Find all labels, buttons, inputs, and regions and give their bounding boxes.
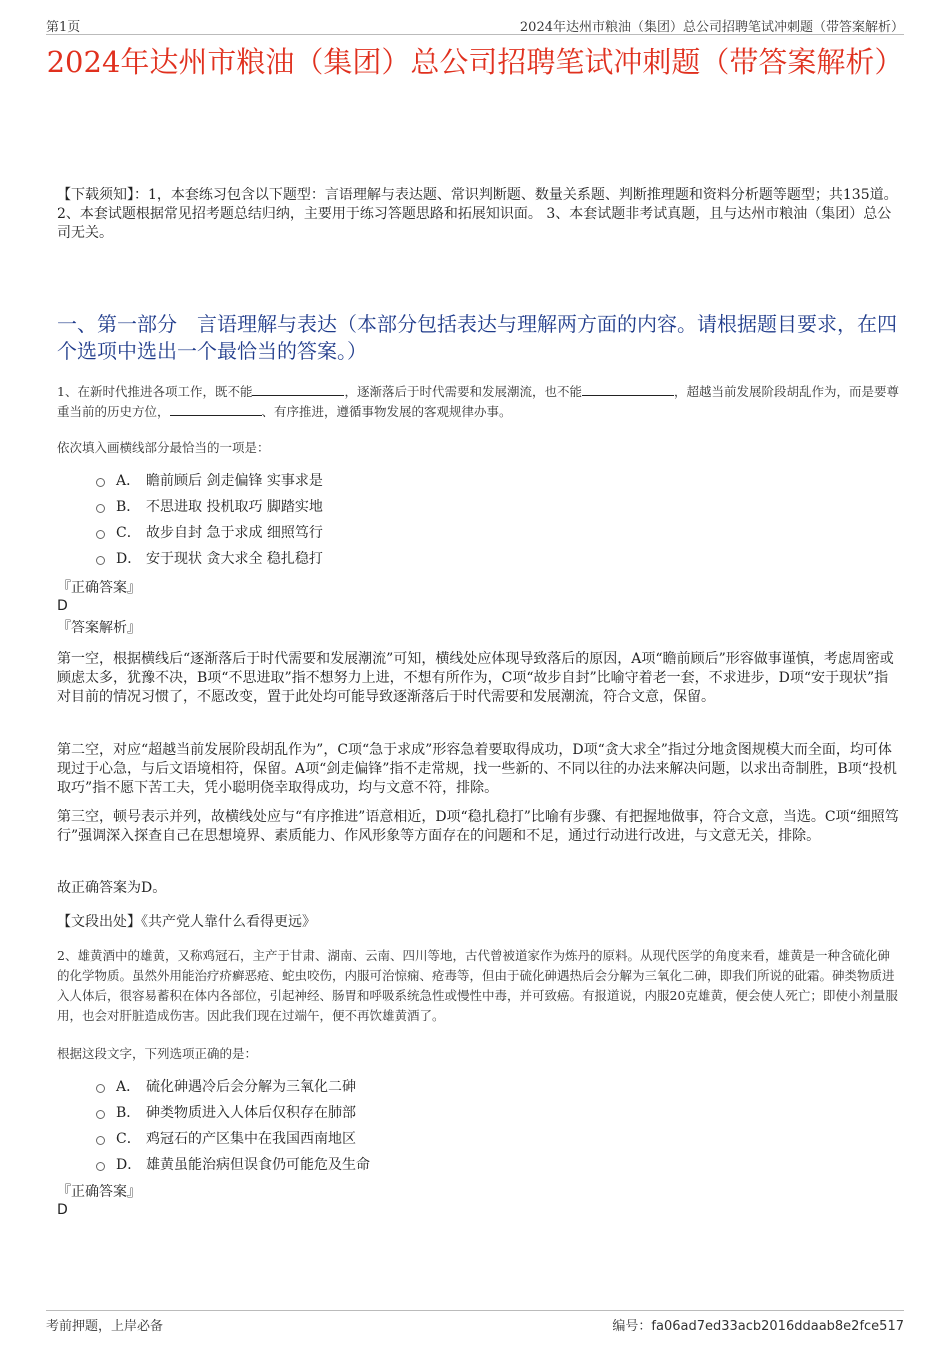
question-1-part-b: ，逐渐落后于时代需要和发展潮流，也不能 [344,384,582,399]
page-header [46,14,904,35]
option-d[interactable] [96,1151,370,1177]
footer-slogan: 考前押题，上岸必备 [46,1319,164,1334]
question-1-text [57,382,899,422]
answer-value: D [57,598,68,614]
option-text: 砷类物质进入人体后仅积存在肺部 [146,1105,356,1121]
option-d[interactable] [96,545,323,571]
radio-button[interactable] [96,1136,105,1145]
question-1-part-a: 1、在新时代推进各项工作，既不能 [57,384,253,399]
option-b[interactable] [96,493,323,519]
radio-button[interactable] [96,1084,105,1093]
option-text: 不思进取 投机取巧 脚踏实地 [146,499,323,515]
option-letter: C． [116,525,141,541]
option-letter: B． [116,1105,141,1121]
question-2-options [96,1073,370,1177]
fill-blank-1 [252,384,344,396]
option-b[interactable] [96,1099,370,1125]
option-text: 安于现状 贪大求全 稳扎稳打 [146,551,323,567]
answer-label: 『正确答案』 [57,1184,141,1200]
option-a[interactable] [96,1073,370,1099]
fill-blank-2 [582,384,674,396]
option-letter: D． [116,1157,142,1173]
radio-button[interactable] [96,1110,105,1119]
fill-blank-3 [170,404,262,416]
question-1-prompt: 依次填入画横线部分最恰当的一项是： [57,440,270,455]
analysis-conclusion: 故正确答案为D。 [57,880,167,896]
question-1-part-d: 、有序推进，遵循事物发展的客观规律办事。 [261,404,512,419]
header-doc-title: 2024年达州市粮油（集团）总公司招聘笔试冲刺题（带答案解析） [519,20,904,35]
option-c[interactable] [96,519,323,545]
code-value: fa06ad7ed33acb2016ddaab8e2fce517 [651,1319,904,1334]
question-2-text: 2、雄黄酒中的雄黄，又称鸡冠石，主产于甘肃、湖南、云南、四川等地，古代曾被道家作为炼丹的原料。从现代医学的角度来看，雄黄是一种含硫化砷的化学物质。虽然外用能治疗疥癣恶疮、蛇虫咬伤，内服可治惊痫、疮毒等，但由于硫化砷遇热后会分解为三氧化二砷，即我们所说的砒霜。砷类物质进入人体后，很容易蓄积在体内各部位，引起神经、肠胃和呼吸系统急性或慢性中毒，并可致癌。有报道说，内服20克雄黄，便会使人死亡；即使小剂量服用，也会对肝脏造成伤害。因此我们现在过端午，便不再饮雄黄酒了。 [57,948,898,1023]
radio-button[interactable] [96,1162,105,1171]
download-notice: 【下载须知】：1，本套练习包含以下题型：言语理解与表达题、常识判断题、数量关系题、判断推理题和资料分析题等题型；共135道。 2、本套试题根据常见招考题总结归纳，主要用于练习答题思路和拓展知识面。 3、本套试题非考试真题，且与达州市粮油（集团）总公司无关。 [57,187,898,241]
page-footer [46,1310,904,1333]
radio-button[interactable] [96,504,105,513]
code-label: 编号： [612,1319,652,1334]
option-letter: B． [116,499,141,515]
analysis-paragraph-3: 第三空，顿号表示并列，故横线处应与“有序推进”语意相近，D项“稳扎稳打”比喻有步骤、有把握地做事，符合文意，当选。C项“细照笃行”强调深入探查自己在思想境界、素质能力、作风形象等方面存在的问题和不足，通过行动进行改进，与文意无关，排除。 [57,809,899,844]
option-text: 瞻前顾后 剑走偏锋 实事求是 [146,473,323,489]
option-text: 鸡冠石的产区集中在我国西南地区 [146,1131,356,1147]
option-letter: A． [116,1079,141,1095]
section-heading: 一、第一部分 言语理解与表达（本部分包括表达与理解两方面的内容。请根据题目要求，在四个选项中选出一个最恰当的答案。） [57,312,897,363]
radio-button[interactable] [96,556,105,565]
option-a[interactable] [96,467,323,493]
option-c[interactable] [96,1125,370,1151]
text-source: 【文段出处】《共产党人靠什么看得更远》 [57,914,316,930]
option-letter: C． [116,1131,141,1147]
analysis-paragraph-2: 第二空，对应“超越当前发展阶段胡乱作为”，C项“急于求成”形容急着要取得成功，D项“贪大求全”指过分地贪图规模大而全面，均可体现过于心急，与后文语境相符，保留。A项“剑走偏锋”指不走常规，找一些新的、不同以往的办法来解决问题，以求出奇制胜，B项“投机取巧”指不愿下苦工夫，凭小聪明侥幸取得成功，均与文意不符，排除。 [57,742,897,796]
question-1-options [96,467,323,571]
option-text: 故步自封 急于求成 细照笃行 [146,525,323,541]
question-1-part-c: ，超越当前发展阶段胡乱作为，而是要尊重当前的历史方位， [57,384,899,419]
analysis-paragraph-1: 第一空，根据横线后“逐渐落后于时代需要和发展潮流”可知，横线处应体现导致落后的原因，A项“瞻前顾后”形容做事谨慎，考虑周密或顾虑太多，犹豫不决，B项“不思进取”指不想努力上进，不想有所作为，C项“故步自封”比喻守着老一套，不求进步，D项“安于现状”指对目前的情况习惯了，不愿改变，置于此处均可能导致逐渐落后于时代需要和发展潮流，符合文意，保留。 [57,651,894,705]
answer-label: 『正确答案』 [57,580,141,596]
question-2-prompt: 根据这段文字，下列选项正确的是： [57,1046,258,1061]
analysis-label: 『答案解析』 [57,620,141,636]
option-text: 硫化砷遇冷后会分解为三氧化二砷 [146,1079,356,1095]
page-number: 第1页 [46,20,81,35]
document-title: 2024年达州市粮油（集团）总公司招聘笔试冲刺题（带答案解析） [46,45,904,79]
radio-button[interactable] [96,478,105,487]
footer-code [612,1315,904,1334]
answer-value: D [57,1202,68,1218]
radio-button[interactable] [96,530,105,539]
option-text: 雄黄虽能治病但误食仍可能危及生命 [146,1157,370,1173]
option-letter: D． [116,551,142,567]
option-letter: A． [116,473,141,489]
